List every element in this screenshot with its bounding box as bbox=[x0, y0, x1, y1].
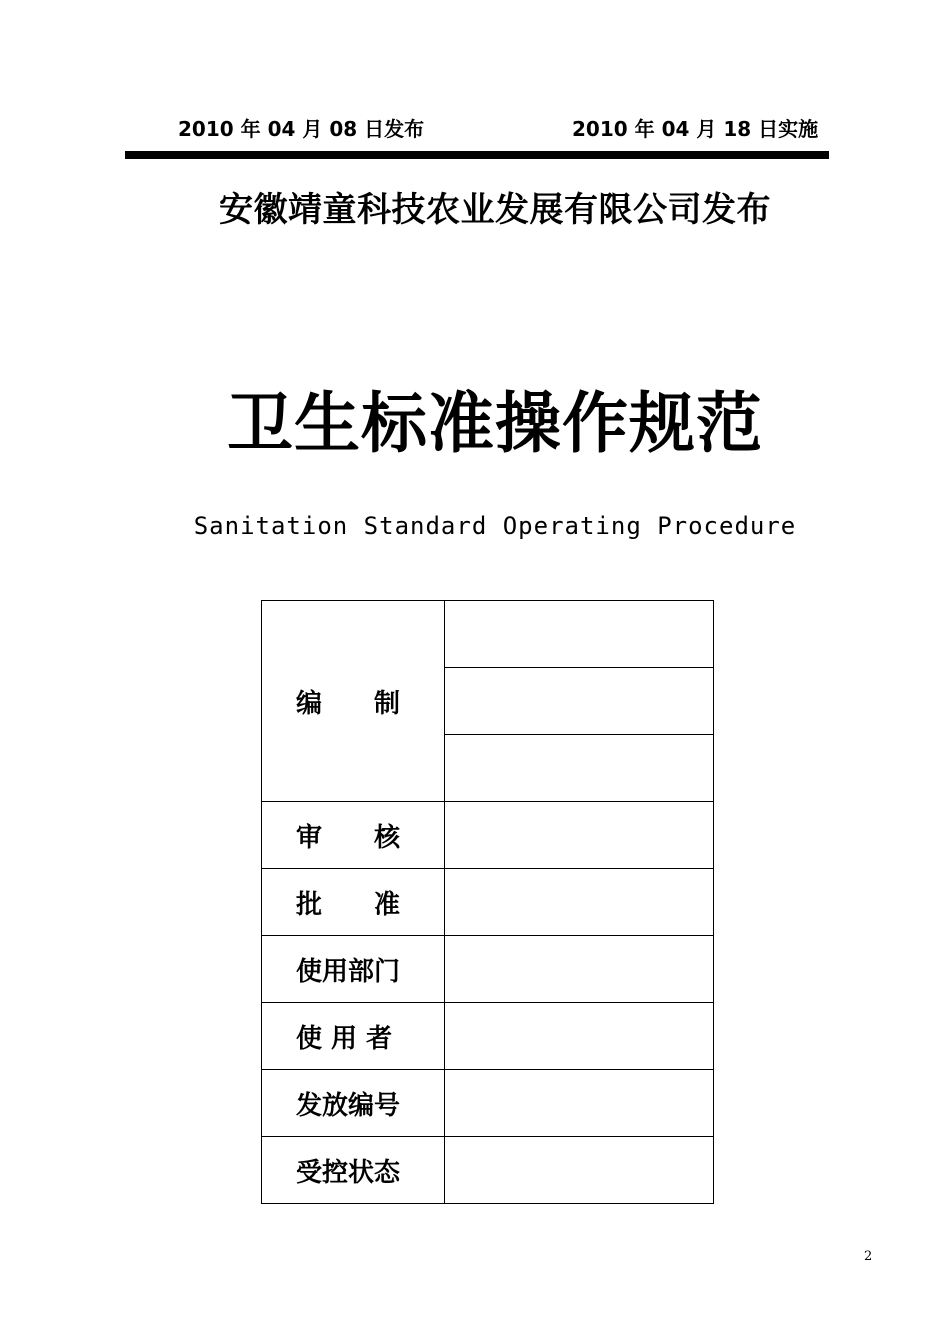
table-row bbox=[262, 802, 714, 869]
table-row bbox=[262, 936, 714, 1003]
table-row bbox=[262, 1070, 714, 1137]
department-label: 使用部门 bbox=[262, 936, 445, 1003]
effective-date: 2010 年 04 月 18 日实施 bbox=[572, 117, 819, 141]
page-number: 2 bbox=[864, 1249, 873, 1264]
document-title: 卫生标准操作规范 bbox=[227, 385, 763, 462]
approve-label: 批 准 bbox=[262, 869, 445, 936]
user-label: 使 用 者 bbox=[262, 1003, 445, 1070]
approve-value bbox=[445, 869, 714, 936]
publish-date: 2010 年 04 月 08 日发布 bbox=[178, 117, 425, 141]
user-value bbox=[445, 1003, 714, 1070]
publisher-line: 安徽靖童科技农业发展有限公司发布 bbox=[219, 190, 771, 230]
header-divider bbox=[125, 151, 829, 159]
department-value bbox=[445, 936, 714, 1003]
table-row bbox=[262, 601, 714, 668]
document-subtitle: Sanitation Standard Operating Procedure bbox=[193, 512, 797, 540]
review-label: 审 核 bbox=[262, 802, 445, 869]
table-row bbox=[262, 869, 714, 936]
control-status-label: 受控状态 bbox=[262, 1137, 445, 1204]
issue-number-label: 发放编号 bbox=[262, 1070, 445, 1137]
control-status-value bbox=[445, 1137, 714, 1204]
review-value bbox=[445, 802, 714, 869]
compile-label: 编 制 bbox=[262, 601, 445, 802]
issue-number-value bbox=[445, 1070, 714, 1137]
compile-value-3 bbox=[445, 735, 714, 802]
table-row bbox=[262, 1137, 714, 1204]
compile-value-2 bbox=[445, 668, 714, 735]
table-row bbox=[262, 1003, 714, 1070]
compile-value-1 bbox=[445, 601, 714, 668]
header-dates bbox=[0, 113, 950, 143]
approval-table bbox=[261, 600, 714, 1204]
